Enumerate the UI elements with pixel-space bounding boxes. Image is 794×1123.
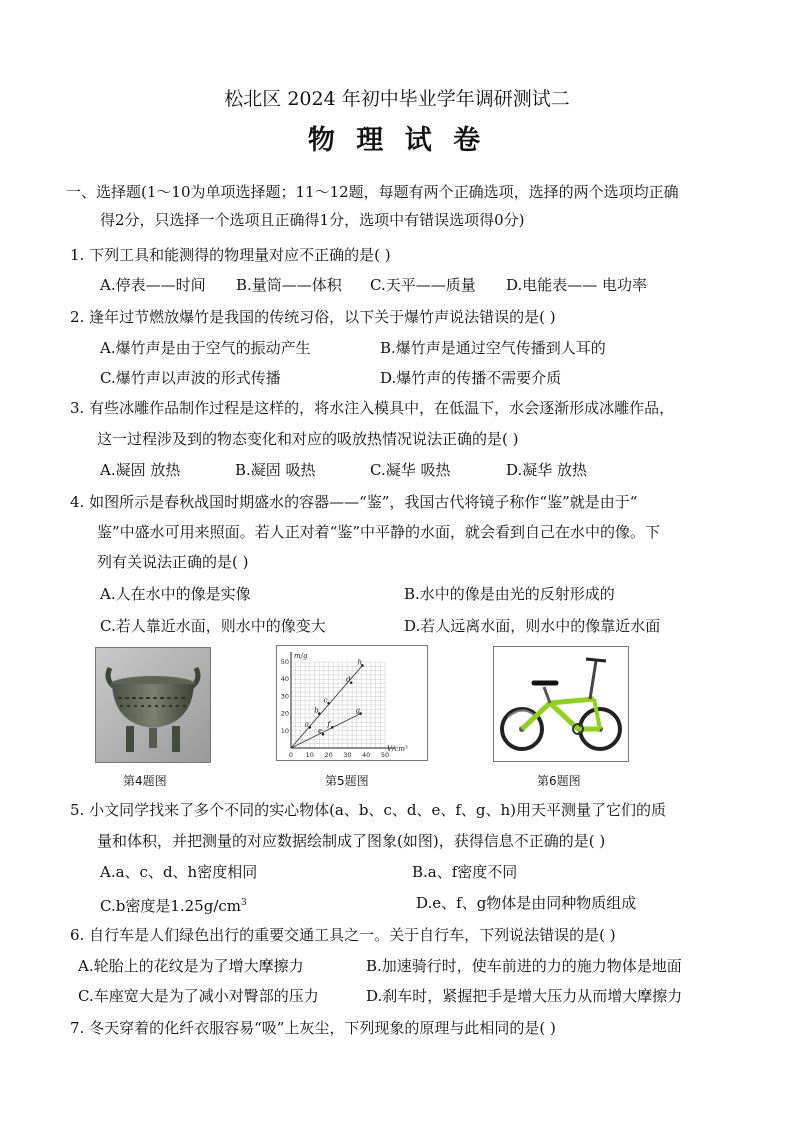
section-instruction-line2: 得2分，只选择一个选项且正确得1分，选项中有错误选项得0分) — [100, 211, 525, 229]
x-tick-label: 50 — [380, 751, 390, 759]
figure-5-caption: 第5题图 — [325, 774, 369, 788]
q7-stem: 7. 冬天穿着的化纤衣服容易“吸”上灰尘，下列现象的原理与此相同的是( ) — [70, 1019, 556, 1037]
q1-option-a: A.停表——时间 — [100, 276, 206, 294]
data-point-c — [327, 702, 330, 705]
q5-option-a: A.a、c、d、h密度相同 — [100, 863, 258, 881]
q6-option-b: B.加速骑行时，使车前进的力的施力物体是地面 — [366, 957, 682, 975]
q3-option-b: B.凝固 吸热 — [235, 461, 316, 479]
x-tick-label: 0 — [288, 751, 294, 759]
y-tick-label: 50 — [280, 658, 289, 666]
q2-option-d: D.爆竹声的传播不需要介质 — [380, 369, 562, 387]
q3-option-c: C.凝华 吸热 — [370, 461, 451, 479]
q6-option-a: A.轮胎上的花纹是为了增大摩擦力 — [78, 957, 304, 975]
y-axis-label: m/g — [294, 652, 308, 660]
bronze-vessel-illustration — [96, 648, 210, 762]
data-point-label-b: b — [314, 706, 319, 715]
x-tick-label: 30 — [343, 751, 352, 759]
q2-option-b: B.爆竹声是通过空气传播到人耳的 — [380, 339, 606, 357]
q4-option-c: C.若人靠近水面，则水中的像变大 — [100, 617, 326, 635]
data-point-f — [331, 726, 334, 729]
q4-stem-line3: 列有关说法正确的是( ) — [97, 553, 249, 571]
q5-option-c-superscript: 3 — [241, 898, 247, 908]
trend-line-high-density — [291, 665, 362, 748]
y-tick-label: 20 — [280, 709, 289, 718]
q4-stem-line2: 鉴”中盛水可用来照面。若人正对着“鉴”中平静的水面，就会看到自己在水中的像。下 — [97, 523, 661, 541]
data-point-label-a: a — [304, 720, 309, 729]
q4-stem-line1: 4. 如图所示是春秋战国时期盛水的容器——“鉴”，我国古代将镜子称作“鉴”就是由于“ — [70, 493, 638, 511]
q2-option-a: A.爆竹声是由于空气的振动产生 — [100, 339, 311, 357]
bicycle-illustration — [494, 647, 628, 761]
exam-title: 物 理 试 卷 — [307, 125, 487, 156]
q1-option-c: C.天平——质量 — [370, 276, 476, 294]
x-tick-label: 40 — [362, 751, 371, 759]
q1-option-b: B.量筒——体积 — [236, 276, 342, 294]
q4-option-d: D.若人远离水面，则水中的像靠近水面 — [404, 617, 661, 635]
q5-option-b: B.a、f密度不同 — [412, 863, 518, 881]
exam-header-line1: 松北区 2024 年初中毕业学年调研测试二 — [224, 88, 570, 110]
data-point-label-h: h — [357, 658, 362, 667]
q3-stem-line2: 这一过程涉及到的物态变化和对应的吸放热情况说法正确的是( ) — [97, 430, 519, 448]
q5-option-d: D.e、f、g物体是由同种物质组成 — [416, 894, 637, 912]
data-point-label-d: d — [346, 675, 351, 684]
q2-option-c: C.爆竹声以声波的形式传播 — [100, 369, 281, 387]
y-tick-label: 40 — [280, 675, 289, 684]
q2-stem: 2. 逢年过节燃放爆竹是我国的传统习俗，以下关于爆竹声说法错误的是( ) — [70, 308, 556, 326]
mass-volume-chart — [277, 646, 427, 760]
x-tick-label: 10 — [305, 751, 314, 759]
q3-option-a: A.凝固 放热 — [100, 461, 181, 479]
q6-stem: 6. 自行车是人们绿色出行的重要交通工具之一。关于自行车，下列说法错误的是( ) — [70, 926, 616, 944]
q5-option-c-text: C.b密度是1.25g/cm — [100, 897, 241, 915]
figure-4-bronze-vessel — [95, 647, 211, 763]
q5-stem-line1: 5. 小文同学找来了多个不同的实心物体(a、b、c、d、e、f、g、h)用天平测量了它们的质 — [70, 801, 667, 819]
data-point-label-c: c — [323, 696, 328, 705]
x-axis-label: V/cm³ — [387, 745, 408, 753]
q5-option-c — [100, 893, 247, 916]
x-tick-label: 20 — [324, 751, 333, 759]
q5-stem-line2: 量和体积，并把测量的对应数据绘制成了图象(如图)，获得信息不正确的是( ) — [97, 832, 606, 850]
q6-option-c: C.车座宽大是为了减小对臀部的压力 — [78, 987, 319, 1005]
q3-stem-line1: 3. 有些冰雕作品制作过程是这样的，将水注入模具中，在低温下，水会逐渐形成冰雕作品， — [70, 399, 675, 417]
q3-option-d: D.凝华 放热 — [506, 461, 588, 479]
q1-option-d: D.电能表—— 电功率 — [506, 276, 648, 294]
section-instruction-line1: 一、选择题(1～10为单项选择题；11～12题，每题有两个正确选项，选择的两个选项均正确 — [66, 183, 679, 201]
figure-6-caption: 第6题图 — [537, 774, 581, 788]
figure-5-mass-volume-graph — [276, 645, 428, 761]
q4-option-b: B.水中的像是由光的反射形成的 — [404, 585, 615, 603]
q6-option-d: D.刹车时，紧握把手是增大压力从而增大摩擦力 — [366, 987, 683, 1005]
figure-6-bicycle — [493, 646, 629, 762]
q4-option-a: A.人在水中的像是实像 — [100, 585, 251, 603]
y-tick-label: 30 — [280, 692, 289, 701]
y-tick-label: 10 — [280, 726, 289, 735]
data-point-label-e: e — [317, 727, 323, 736]
data-point-label-f: f — [327, 720, 330, 729]
q1-stem: 1. 下列工具和能测得的物理量对应不正确的是( ) — [70, 246, 391, 264]
data-point-label-g: g — [355, 706, 361, 715]
figure-4-caption: 第4题图 — [123, 774, 167, 788]
